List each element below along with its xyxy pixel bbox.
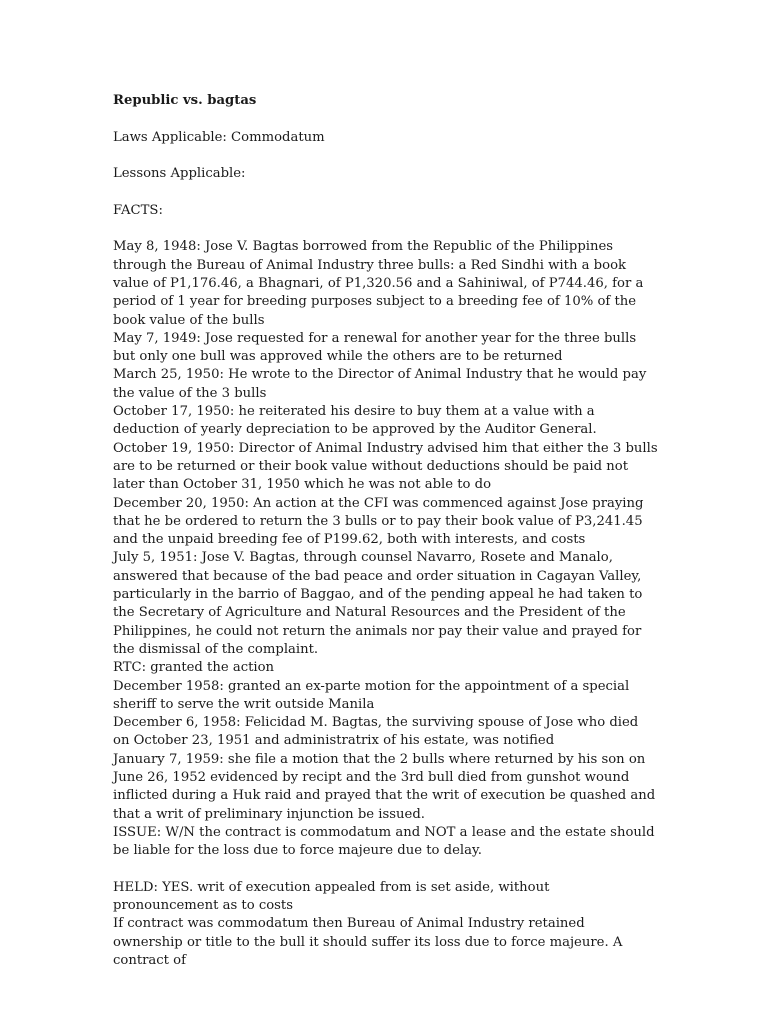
held-statement: HELD: YES. writ of execution appealed from is set aside, without pronouncement as to costs (113, 879, 550, 914)
facts-list (113, 238, 658, 860)
fact-item: October 19, 1950: Director of Animal Industry advised him that either the 3 bulls are to be returned or their book value without deductions should be paid not later than October 31, 1950 which he was not able to do (113, 440, 658, 493)
laws-applicable: Laws Applicable: Commodatum (113, 129, 325, 145)
fact-item: May 7, 1949: Jose requested for a renewal for another year for the three bulls but only one bull was approved while the others are to be returned (113, 330, 637, 365)
facts-heading: FACTS: (113, 202, 163, 218)
fact-item: May 8, 1948: Jose V. Bagtas borrowed from the Republic of the Philippines through the Bureau of Animal Industry three bulls: a Red Sindhi with a book value of P1,176.46, a Bhagnari, of P1,320.56 and a Sahiniwal, of P744.46, for a period of 1 year for breeding purposes subject to a breeding fee of 10% of the book value of the bulls (113, 239, 644, 328)
fact-item: December 1958: granted an ex-parte motion for the appointment of a special sheriff to serve the writ outside Manila (113, 678, 630, 712)
held-reasoning: If contract was commodatum then Bureau of Animal Industry retained ownership or title to the bull it should suffer its loss due to force majeure. A contract of (113, 916, 623, 968)
fact-item: March 25, 1950: He wrote to the Director of Animal Industry that he would pay the value of the 3 bulls (113, 367, 647, 401)
lessons-applicable: Lessons Applicable: (113, 166, 246, 182)
case-title: Republic vs. bagtas (113, 93, 257, 108)
issue-statement: ISSUE: W/N the contract is commodatum and NOT a lease and the estate should be liable for the loss due to force majeure due to delay. (113, 824, 655, 859)
fact-item: October 17, 1950: he reiterated his desire to buy them at a value with a deduction of yearly depreciation to be approved by the Auditor General. (113, 404, 597, 438)
fact-item: RTC: granted the action (113, 660, 275, 676)
fact-item: December 20, 1950: An action at the CFI was commenced against Jose praying that he be ordered to return the 3 bulls or to pay their book value of P3,241.45 and the unpaid breeding fee of P199.62, both with interests, and costs (113, 495, 644, 548)
fact-item: July 5, 1951: Jose V. Bagtas, through counsel Navarro, Rosete and Manalo, answered that because of the bad peace and order situation in Cagayan Valley, particularly in the barrio of Baggao, and of the pending appeal he had taken to the Secretary of Agriculture and Natural Resources and the President of the Philippines, he could not return the animals nor pay their value and prayed for the dismissal of the complaint. (113, 550, 643, 657)
document-body (113, 92, 658, 970)
section-gap (113, 860, 658, 878)
fact-item: January 7, 1959: she file a motion that the 2 bulls where returned by his son on June 26, 1952 evidenced by recipt and the 3rd bull died from gunshot wound inflicted during a Huk raid and prayed that the writ of execution be quashed and that a writ of preliminary injunction be issued. (113, 751, 656, 822)
fact-item: December 6, 1958: Felicidad M. Bagtas, the surviving spouse of Jose who died on October 23, 1951 and administratrix of his estate, was notified (113, 715, 639, 749)
